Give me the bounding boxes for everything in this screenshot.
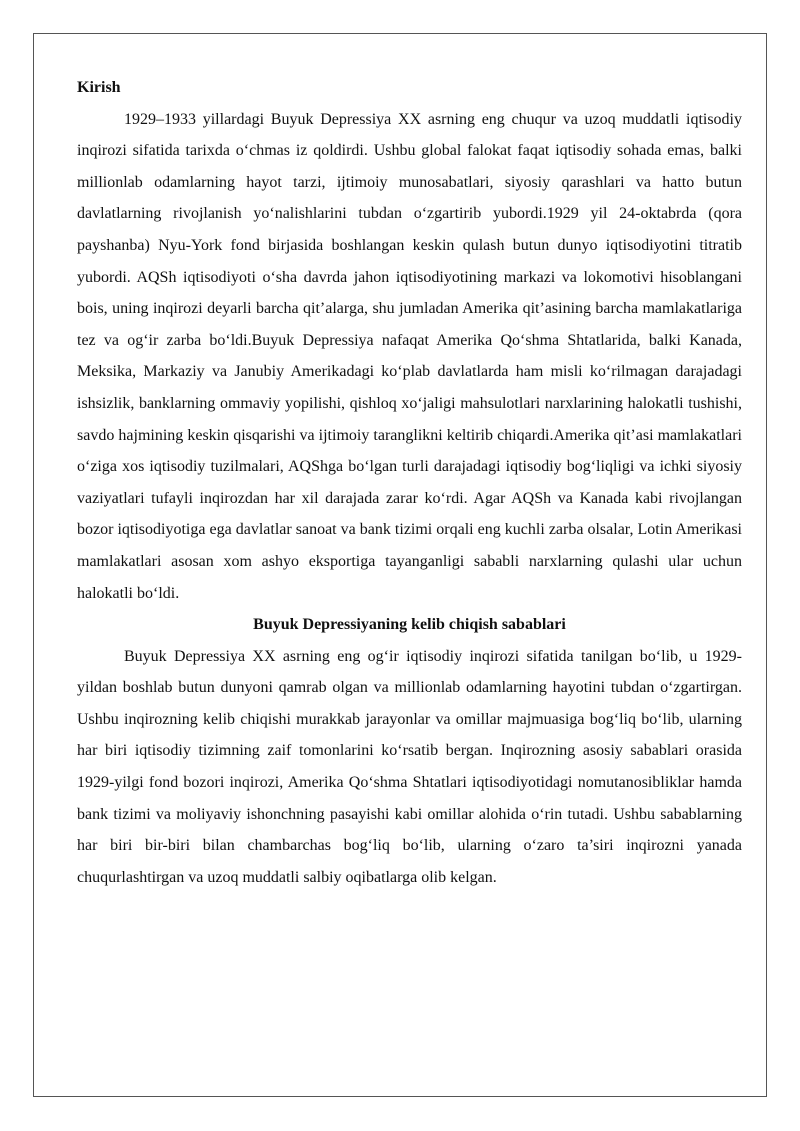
intro-paragraph: 1929–1933 yillardagi Buyuk Depressiya XX asrning eng chuqur va uzoq muddatli iqtisodiy inqirozi sifatida tarixda o‘chmas iz qoldirdi. Ushbu global falokat faqat iqtisodiy sohada emas, balki millionlab odamlarning hayot tarzi, ijtimoiy munosabatlari, siyosiy qarashlari va hatto butun davlatlarning rivojlanish yo‘nalishlarini tubdan o‘zgartirib yubordi.1929 yil 24-oktabrda (qora payshanba) Nyu-York fond birjasida boshlangan keskin qulash butun dunyo iqtisodiyotini titratib yubordi. AQSh iqtisodiyoti o‘sha davrda jahon iqtisodiyotining markazi va lokomotivi hisoblangani bois, uning inqirozi deyarli barcha qit’alarga, shu jumladan Amerika qit’asining barcha mamlakatlariga tez va og‘ir zarba bo‘ldi.Buyuk Depressiya nafaqat Amerika Qo‘shma Shtatlarida, balki Kanada, Meksika, Markaziy va Janubiy Amerikadagi ko‘plab davlatlarda ham misli ko‘rilmagan darajadagi ishsizlik, banklarning ommaviy yopilishi, qishloq xo‘jaligi mahsulotlari narxlarining halokatli tushishi, savdo hajmining keskin qisqarishi va ijtimoiy taranglikni keltirib chiqardi.Amerika qit’asi mamlakatlari o‘ziga xos iqtisodiy tuzilmalari, AQShga bo‘lgan turli darajadagi iqtisodiy bog‘liqligi va ichki siyosiy vaziyatlari tufayli inqirozdan har xil darajada zarar ko‘rdi. Agar AQSh va Kanada kabi rivojlangan bozor iqtisodiyotiga ega davlatlar sanoat va bank tizimi orqali eng kuchli zarba olsalar, Lotin Amerikasi mamlakatlari asosan xom ashyo eksportiga tayanganligi sababli narxlarning qulashi ular uchun halokatli bo‘ldi. bbox=[77, 110, 742, 602]
intro-heading: Kirish bbox=[77, 79, 121, 96]
document-body bbox=[77, 72, 742, 893]
causes-paragraph: Buyuk Depressiya XX asrning eng og‘ir iqtisodiy inqirozi sifatida tanilgan bo‘lib, u 1929-yildan boshlab butun dunyoni qamrab olgan va millionlab odamlarning hayotini tubdan o‘zgartirgan. Ushbu inqirozning kelib chiqishi murakkab jarayonlar va omillar majmuasiga bog‘liq bo‘lib, ularning har biri iqtisodiy tizimning zaif tomonlarini ko‘rsatib bergan. Inqirozning asosiy sabablari orasida 1929-yilgi fond bozori inqirozi, Amerika Qo‘shma Shtatlari iqtisodiyotidagi nomutanosibliklar hamda bank tizimi va moliyaviy ishonchning pasayishi kabi omillar alohida o‘rin tutadi. Ushbu sabablarning har biri bir-biri bilan chambarchas bog‘liq bo‘lib, ularning o‘zaro ta’siri inqirozni yanada chuqurlashtirgan va uzoq muddatli salbiy oqibatlarga olib kelgan. bbox=[77, 647, 742, 886]
causes-heading: Buyuk Depressiyaning kelib chiqish sabablari bbox=[253, 616, 566, 634]
